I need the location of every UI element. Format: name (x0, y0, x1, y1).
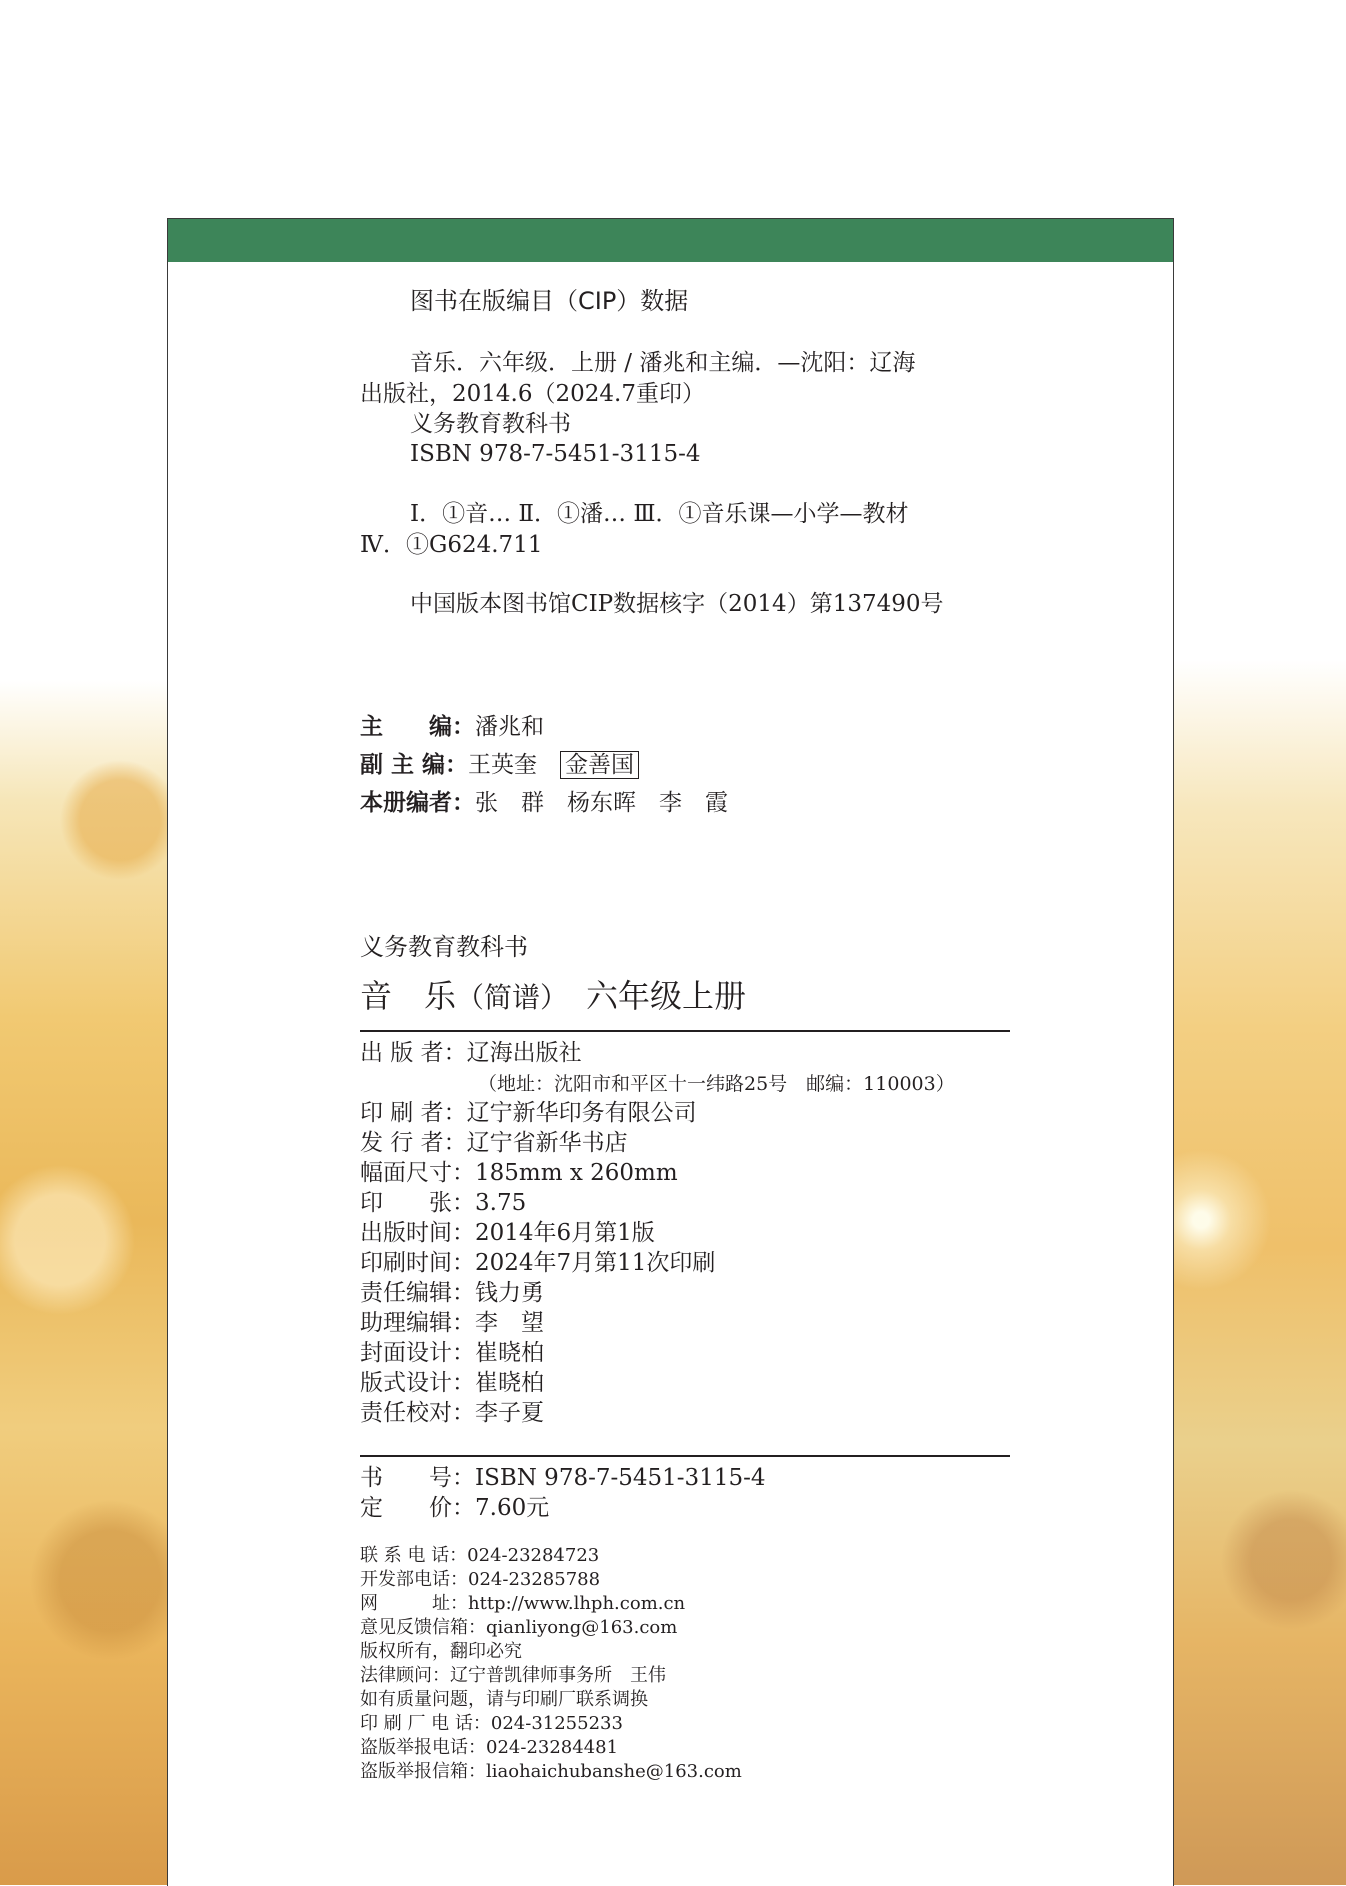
detail-row-value: （地址：沈阳市和平区十一纬路25号 邮编：110003） (478, 1073, 955, 1095)
contact-row-value: liaohaichubanshe@163.com (486, 1761, 742, 1782)
price-row (360, 1493, 549, 1523)
detail-row-value: 2024年7月第11次印刷 (475, 1250, 716, 1276)
contact-row-value: 024-23284723 (467, 1545, 600, 1566)
deputy-editor-label: 副 主 编： (360, 752, 469, 778)
price-row-value: 7.60元 (475, 1495, 550, 1521)
detail-row-label: 印 张： (360, 1190, 475, 1216)
contact-row-label: 法律顾问： (360, 1665, 450, 1686)
decorative-background-left (0, 680, 175, 1885)
contact-row-label: 盗版举报信箱： (360, 1761, 486, 1782)
detail-row-value: 辽海出版社 (466, 1040, 582, 1066)
volume-editors-row (360, 788, 728, 818)
detail-row-value: 钱力勇 (475, 1280, 544, 1306)
detail-row-label: 印刷时间： (360, 1250, 475, 1276)
cip-line-3: 义务教育教科书 (410, 411, 571, 437)
contact-row (360, 1616, 677, 1640)
detail-row (360, 1248, 715, 1278)
detail-row-value: 辽宁省新华书店 (466, 1130, 628, 1156)
detail-row (360, 1338, 544, 1368)
contact-row (360, 1760, 742, 1784)
contact-row-label: 盗版举报电话： (360, 1737, 486, 1758)
contact-row (360, 1664, 666, 1688)
contact-row-value: 辽宁普凯律师事务所 王伟 (450, 1665, 666, 1686)
chief-editor-row (360, 712, 544, 742)
price-row-label: 书 号： (360, 1465, 475, 1491)
title-divider (360, 1030, 1010, 1032)
details-divider (360, 1455, 1010, 1457)
cip-line-5: Ⅰ．①音… Ⅱ．①潘… Ⅲ．①音乐课—小学—教材 (410, 501, 909, 527)
price-row (360, 1463, 766, 1493)
contact-row (360, 1568, 600, 1592)
detail-row-value: 李 望 (475, 1310, 544, 1336)
cip-line-7: 中国版本图书馆CIP数据核字（2014）第137490号 (410, 591, 944, 617)
detail-row-label: 幅面尺寸： (360, 1160, 475, 1186)
deputy-editor-row (360, 750, 639, 780)
decorative-background-right (1171, 660, 1346, 1885)
contact-row-label: 开发部电话： (360, 1569, 468, 1590)
detail-row-label: 发 行 者： (360, 1130, 467, 1156)
detail-row-value: 辽宁新华印务有限公司 (466, 1100, 697, 1126)
volume-editors-label: 本册编者： (360, 790, 475, 816)
contact-row-value: 版权所有，翻印必究 (360, 1641, 522, 1662)
price-row-label: 定 价： (360, 1495, 475, 1521)
contact-row-label: 网 址： (360, 1593, 468, 1614)
volume-editors-value: 张 群 杨东晖 李 霞 (475, 790, 728, 816)
contact-row-value: http://www.lhph.com.cn (468, 1593, 686, 1614)
detail-row-label: 出 版 者： (360, 1040, 467, 1066)
chief-editor-label: 主 编： (360, 714, 475, 740)
deputy-editor-value-2: 金善国 (560, 751, 639, 779)
header-band (168, 219, 1173, 262)
detail-row (360, 1308, 544, 1338)
cip-heading: 图书在版编目（CIP）数据 (410, 287, 689, 315)
detail-row-value: 李子夏 (475, 1400, 544, 1426)
contact-row-label: 意见反馈信箱： (360, 1617, 486, 1638)
book-title-main: 音 乐 (360, 977, 457, 1015)
detail-row (360, 1398, 544, 1428)
detail-row-value: 崔晓柏 (475, 1340, 544, 1366)
detail-row-label: 版式设计： (360, 1370, 475, 1396)
contact-row (360, 1640, 522, 1664)
contact-row-value: 如有质量问题，请与印刷厂联系调换 (360, 1689, 648, 1710)
cip-line-2: 出版社，2014.6（2024.7重印） (360, 381, 705, 407)
detail-row (360, 1188, 526, 1218)
contact-row (360, 1544, 599, 1568)
cip-line-6: Ⅳ．①G624.711 (360, 532, 543, 558)
detail-row-value: 185mm x 260mm (475, 1160, 678, 1186)
detail-row (360, 1278, 544, 1308)
detail-row-label: 印 刷 者： (360, 1100, 467, 1126)
cip-line-4: ISBN 978-7-5451-3115-4 (410, 441, 701, 467)
series-title: 义务教育教科书 (360, 933, 528, 961)
contact-row (360, 1736, 618, 1760)
deputy-editor-value-1: 王英奎 (468, 752, 538, 778)
contact-row (360, 1712, 623, 1736)
detail-row (360, 1368, 544, 1398)
chief-editor-value: 潘兆和 (475, 714, 544, 740)
detail-row (360, 1038, 582, 1068)
detail-row (360, 1128, 628, 1158)
detail-row (360, 1098, 697, 1128)
detail-row (360, 1158, 678, 1188)
book-title-grade: 六年级上册 (586, 977, 747, 1015)
detail-row-value: 2014年6月第1版 (475, 1220, 655, 1246)
book-title-edition: （简谱） (456, 981, 555, 1014)
book-title (360, 976, 746, 1018)
detail-row-label: 助理编辑： (360, 1310, 475, 1336)
detail-row-label: 责任编辑： (360, 1280, 475, 1306)
detail-row-label: 封面设计： (360, 1340, 475, 1366)
contact-row (360, 1688, 648, 1712)
contact-row-value: qianliyong@163.com (486, 1617, 678, 1638)
cip-line-1: 音乐．六年级．上册 / 潘兆和主编．—沈阳：辽海 (410, 350, 916, 376)
detail-row-label: 责任校对： (360, 1400, 475, 1426)
detail-row-label: 出版时间： (360, 1220, 475, 1246)
detail-row (478, 1068, 955, 1099)
contact-row-value: 024-31255233 (490, 1713, 623, 1734)
detail-row (360, 1218, 655, 1248)
price-row-value: ISBN 978-7-5451-3115-4 (475, 1465, 766, 1491)
contact-row-value: 024-23284481 (486, 1737, 619, 1758)
detail-row-value: 崔晓柏 (475, 1370, 544, 1396)
contact-row-label: 联 系 电 话： (360, 1545, 468, 1566)
detail-row-value: 3.75 (475, 1190, 527, 1216)
contact-row-label: 印 刷 厂 电 话： (360, 1713, 491, 1734)
contact-row (360, 1592, 685, 1616)
contact-row-value: 024-23285788 (468, 1569, 601, 1590)
